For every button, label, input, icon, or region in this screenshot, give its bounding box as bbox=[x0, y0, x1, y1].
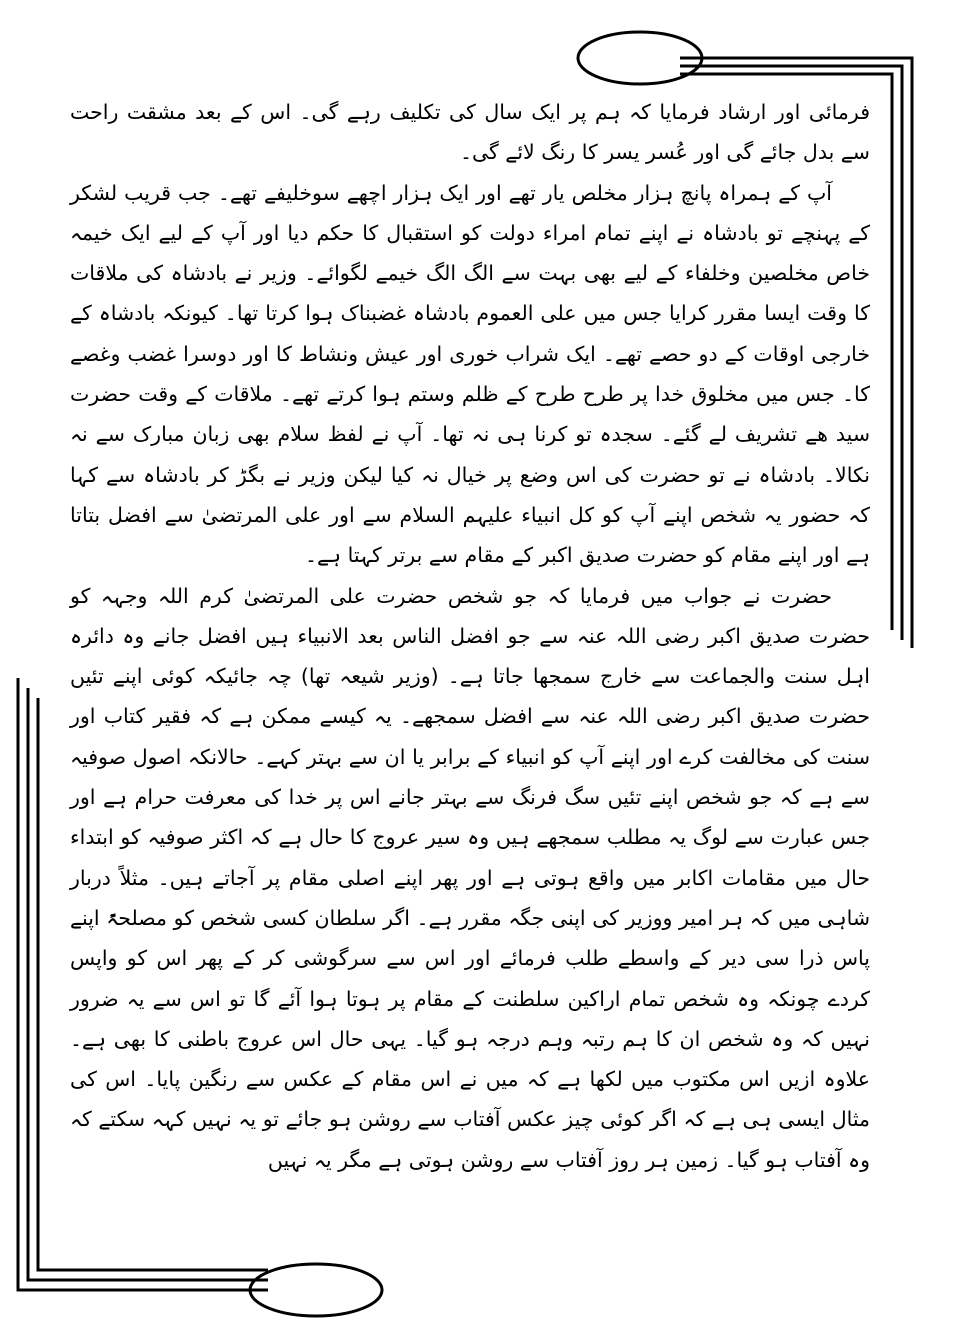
paragraph-continuation: فرمائی اور ارشاد فرمایا کہ ہم پر ایک سال کی تکلیف رہے گی۔ اس کے بعد مشقت راحت سے بدل جائے گی اور عُسر یسر کا رنگ لائے گی۔ bbox=[70, 100, 870, 165]
paragraph-meeting-account: آپ کے ہمراہ پانچ ہزار مخلص یار تھے اور ایک ہزار اچھے سوخلیفے تھے۔ جب قریب لشکر کے پہنچے تو بادشاہ نے اپنے تمام امراء دولت کو استقبال کا حکم دیا اور آپ کے لیے ایک خیمہ خاص مخلصین وخلفاء کے لیے بھی بہت سے الگ الگ خیمے لگوائے۔ وزیر نے بادشاہ کی ملاقات کا وقت ایسا مقرر کرایا جس میں علی العموم بادشاہ غضبناک ہوا کرتا تھا۔ کیونکہ بادشاہ کے خارجی اوقات کے دو حصے تھے۔ ایک شراب خوری اور عیش ونشاط کا اور دوسرا غضب وغصے کا۔ جس میں مخلوق خدا پر طرح طرح کے ظلم وستم ہوا کرتے تھے۔ ملاقات کے وقت حضرت سید ھے تشریف لے گئے۔ سجدہ تو کرنا ہی نہ تھا۔ آپ نے لفظ سلام بھی زبان مبارک سے نہ نکالا۔ بادشاہ نے تو حضرت کی اس وضع پر خیال نہ کیا لیکن وزیر نے بگڑ کر بادشاہ سے کہا کہ حضور یہ شخص اپنے آپ کو کل انبیاء علیہم السلام سے اور علی المرتضیٰ سے افضل بتاتا ہے اور اپنے مقام کو حضرت صدیق اکبر کے مقام سے برتر کہتا ہے۔ bbox=[70, 180, 870, 568]
urdu-text-block bbox=[70, 92, 870, 1180]
paragraph-reply: حضرت نے جواب میں فرمایا کہ جو شخص حضرت علی المرتضیٰ کرم اللہ وجہہ کو حضرت صدیق اکبر رضی اللہ عنہ سے جو افضل الناس بعد الانبیاء ہیں افضل جانے وہ دائرہ اہل سنت والجماعت سے خارج سمجھا جاتا ہے۔ (وزیر شیعہ تھا) چہ جائیکہ کوئی اپنے تئیں حضرت صدیق اکبر رضی اللہ عنہ سے افضل سمجھے۔ یہ کیسے ممکن ہے کہ فقیر کتاب اور سنت کی مخالفت کرے اور اپنے آپ کو انبیاء کے برابر یا ان سے بہتر کہے۔ حالانکہ اصول صوفیہ سے ہے کہ جو شخص اپنے تئیں سگ فرنگ سے بہتر جانے اس پر خدا کی معرفت حرام ہے اور جس عبارت سے لوگ یہ مطلب سمجھے ہیں وہ سیر عروج کا حال ہے کہ اکثر صوفیہ کو ابتداء حال میں مقامات اکابر میں واقع ہوتی ہے اور پھر اپنے اصلی مقام پر آجاتے ہیں۔ مثلاً دربار شاہی میں کہ ہر امیر ووزیر کی اپنی جگہ مقرر ہے۔ اگر سلطان کسی شخص کو مصلحۃً اپنے پاس ذرا سی دیر کے واسطے طلب فرمائے اور اس سے سرگوشی کر کے پھر اس کو واپس کردے چونکہ وہ شخص تمام اراکین سلطنت کے مقام پر ہوتا ہوا آئے گا تو اس سے یہ ضرور نہیں کہ وہ شخص ان کا ہم رتبہ وہم درجہ ہو گیا۔ یہی حال اس عروج باطنی کا بھی ہے۔ علاوہ ازیں اس مکتوب میں لکھا ہے کہ میں نے اس مقام کے عکس سے رنگین پایا۔ اس کی مثال ایسی ہی ہے کہ اگر کوئی چیز عکس آفتاب سے روشن ہو جائے تو یہ نہیں کہہ سکتے کہ وہ آفتاب ہو گیا۔ زمین ہر روز آفتاب سے روشن ہوتی ہے مگر یہ نہیں bbox=[70, 583, 870, 1172]
bottom-oval-ornament bbox=[250, 1264, 382, 1316]
